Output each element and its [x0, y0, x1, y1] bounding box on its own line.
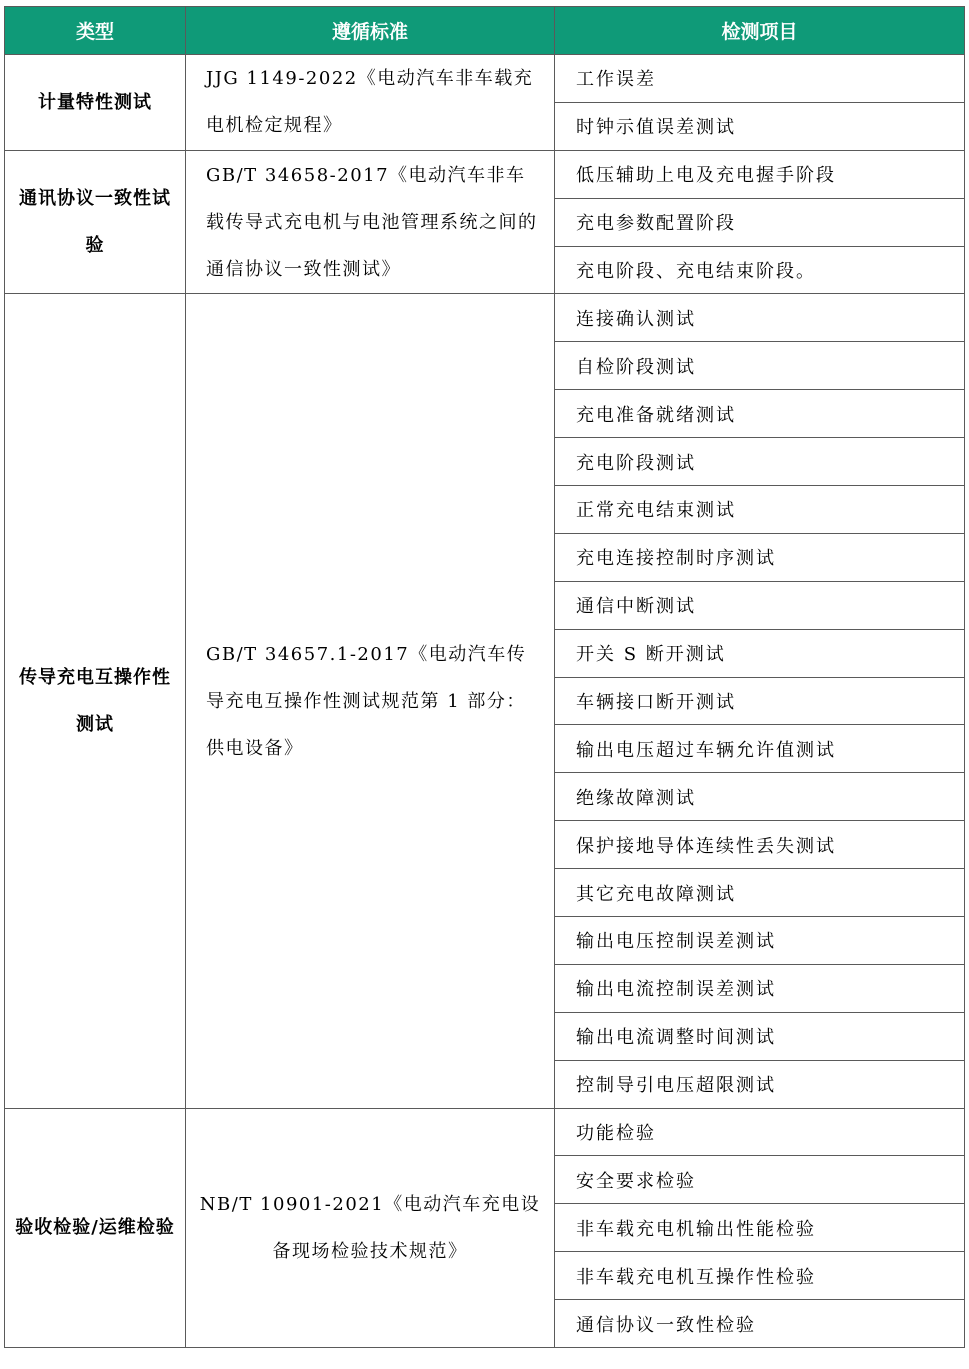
- test-item-cell: 控制导引电压超限测试: [555, 1060, 965, 1108]
- test-item-cell: 安全要求检验: [555, 1156, 965, 1204]
- table-header: [5, 7, 965, 55]
- header-standard: 遵循标准: [186, 7, 555, 55]
- test-item-cell: 保护接地导体连续性丢失测试: [555, 821, 965, 869]
- test-item-cell: 工作误差: [555, 55, 965, 103]
- table-row: [5, 55, 965, 103]
- test-item-cell: 输出电压超过车辆允许值测试: [555, 725, 965, 773]
- test-item-cell: 车辆接口断开测试: [555, 677, 965, 725]
- test-item-cell: 非车载充电机互操作性检验: [555, 1252, 965, 1300]
- standards-table: [4, 6, 965, 1348]
- test-item-cell: 低压辅助上电及充电握手阶段: [555, 150, 965, 198]
- test-item-cell: 充电阶段、充电结束阶段。: [555, 246, 965, 294]
- table-row: [5, 150, 965, 198]
- table-row: [5, 294, 965, 342]
- test-item-cell: 输出电流控制误差测试: [555, 964, 965, 1012]
- standard-cell: GB/T 34658-2017《电动汽车非车载传导式充电机与电池管理系统之间的通信协议一致性测试》: [186, 150, 555, 294]
- standard-cell: JJG 1149-2022《电动汽车非车载充电机检定规程》: [186, 55, 555, 151]
- header-row: [5, 7, 965, 55]
- type-cell: 验收检验/运维检验: [5, 1108, 186, 1347]
- test-item-cell: 非车载充电机输出性能检验: [555, 1204, 965, 1252]
- test-item-cell: 连接确认测试: [555, 294, 965, 342]
- standard-cell: NB/T 10901-2021《电动汽车充电设备现场检验技术规范》: [186, 1108, 555, 1347]
- test-item-cell: 充电准备就绪测试: [555, 390, 965, 438]
- type-cell: 通讯协议一致性试验: [5, 150, 186, 294]
- type-cell: 计量特性测试: [5, 55, 186, 151]
- test-item-cell: 开关 S 断开测试: [555, 629, 965, 677]
- header-type: 类型: [5, 7, 186, 55]
- table-row: [5, 1108, 965, 1156]
- standard-cell: GB/T 34657.1-2017《电动汽车传导充电互操作性测试规范第 1 部分：供电设备》: [186, 294, 555, 1108]
- header-items: 检测项目: [555, 7, 965, 55]
- type-cell: 传导充电互操作性测试: [5, 294, 186, 1108]
- test-item-cell: 充电连接控制时序测试: [555, 533, 965, 581]
- test-item-cell: 输出电压控制误差测试: [555, 917, 965, 965]
- test-item-cell: 自检阶段测试: [555, 342, 965, 390]
- test-item-cell: 其它充电故障测试: [555, 869, 965, 917]
- test-item-cell: 充电参数配置阶段: [555, 198, 965, 246]
- test-item-cell: 时钟示值误差测试: [555, 102, 965, 150]
- test-item-cell: 输出电流调整时间测试: [555, 1012, 965, 1060]
- table-body: [5, 55, 965, 1348]
- test-item-cell: 正常充电结束测试: [555, 486, 965, 534]
- test-item-cell: 通信协议一致性检验: [555, 1300, 965, 1348]
- table-wrapper: [4, 6, 965, 1348]
- test-item-cell: 充电阶段测试: [555, 438, 965, 486]
- test-item-cell: 绝缘故障测试: [555, 773, 965, 821]
- test-item-cell: 功能检验: [555, 1108, 965, 1156]
- test-item-cell: 通信中断测试: [555, 581, 965, 629]
